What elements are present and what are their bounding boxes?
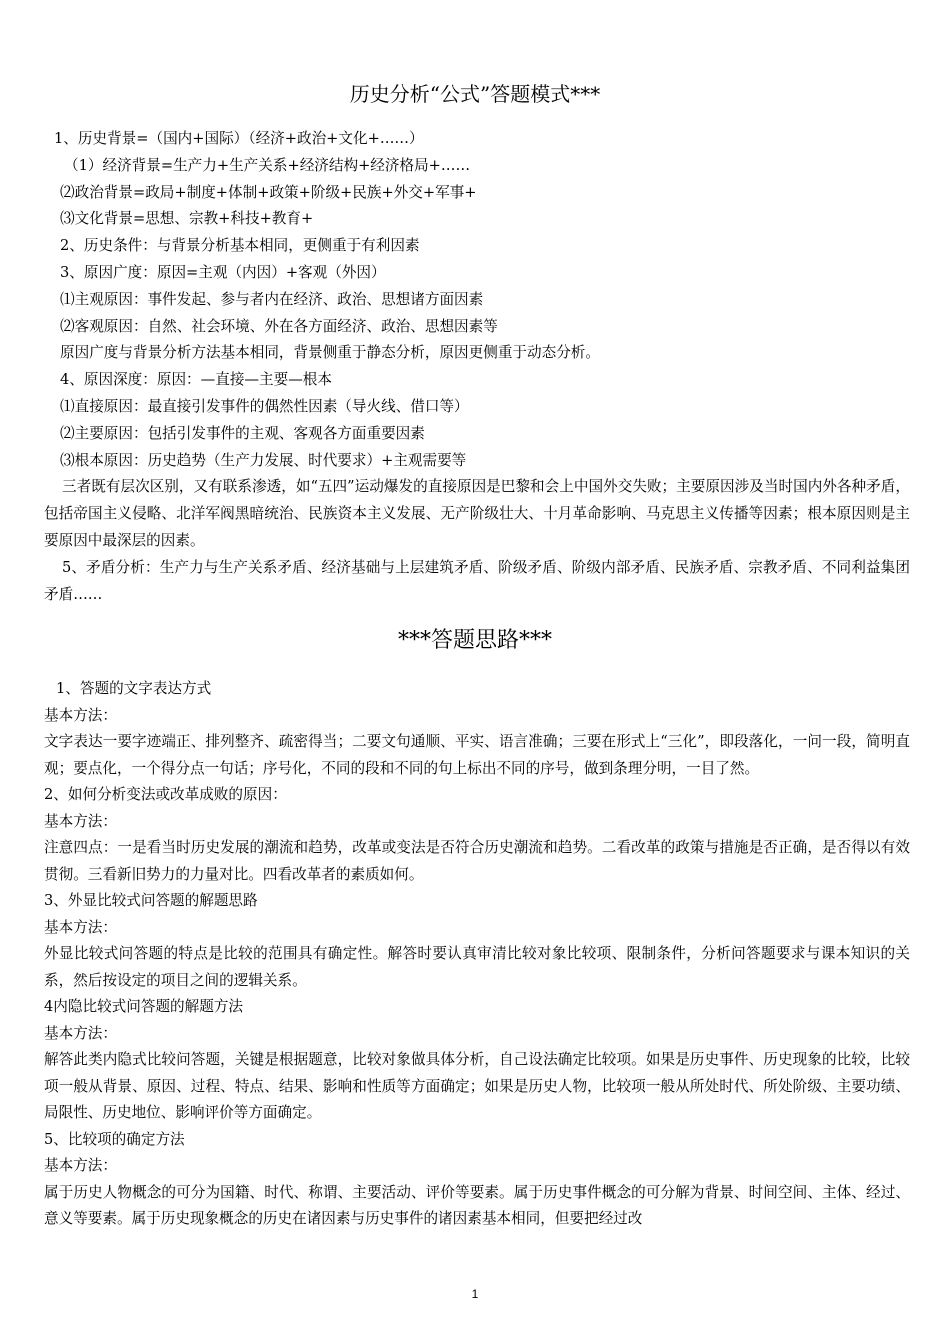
item-body: 解答此类内隐式比较问答题，关键是根据题意，比较对象做具体分析，自己设法确定比较项。如果是历史事件、历史现象的比较，比较项一般从背景、原因、过程、特点、结果、影响和性质等方面确定；如果是历史人物，比较项一般从所处时代、所处阶级、主要功绩、局限性、历史地位、影响评价等方面确定。	[44, 1051, 910, 1121]
item-body: 属于历史人物概念的可分为国籍、时代、称谓、主要活动、评价等要素。属于历史事件概念的可分解为背景、时间空间、主体、经过、意义等要素。属于历史现象概念的历史在诸因素与历史事件的诸因素基本相同，但要把经过改	[44, 1183, 910, 1227]
page-number: 1	[471, 1287, 479, 1301]
paragraph: 三者既有层次区别，又有联系渗透，如“五四”运动爆发的直接原因是巴黎和会上中国外交失败；主要原因涉及当时国内外各种矛盾，包括帝国主义侵略、北洋军阀黑暗统治、民族资本主义发展、无产阶级壮大、十月革命影响、马克思主义传播等因素；根本原因则是主要原因中最深层的因素。	[44, 478, 910, 549]
paragraph: 5、矛盾分析：生产力与生产关系矛盾、经济基础与上层建筑矛盾、阶级矛盾、阶级内部矛盾、民族矛盾、宗教矛盾、不同利益集团矛盾……	[44, 558, 910, 603]
text-line: ⑴直接原因：最直接引发事件的偶然性因素（导火线、借口等）	[60, 397, 469, 415]
section2-title: ***答题思路***	[397, 628, 552, 653]
item-body: 外显比较式问答题的特点是比较的范围具有确定性。解答时要认真审清比较对象比较项、限制条件，分析问答题要求与课本知识的关系，然后按设定的项目之间的逻辑关系。	[44, 945, 910, 989]
item-label: 基本方法：	[44, 1024, 117, 1042]
item-label: 基本方法：	[44, 918, 117, 936]
text-line: 2、历史条件：与背景分析基本相同，更侧重于有利因素	[60, 237, 420, 255]
text-line: ⑴主观原因：事件发起、参与者内在经济、政治、思想诸方面因素	[60, 290, 484, 308]
text-line: ⑵客观原因：自然、社会环境、外在各方面经济、政治、思想因素等	[60, 317, 498, 335]
item-heading: 2、如何分析变法或改革成败的原因：	[44, 786, 287, 803]
item-heading: 5、比较项的确定方法	[44, 1130, 185, 1148]
item-label: 基本方法：	[44, 1157, 117, 1174]
text-line: ⑶文化背景=思想、宗教+科技+教育+	[60, 210, 314, 228]
text-line: 原因广度与背景分析方法基本相同，背景侧重于静态分析，原因更侧重于动态分析。	[60, 344, 600, 362]
section2-body	[44, 676, 910, 1233]
section1-body	[44, 126, 910, 608]
item-heading: 1、答题的文字表达方式	[56, 680, 212, 697]
text-line: 1、历史背景=（国内+国际）（经济+政治+文化+……）	[54, 130, 424, 147]
item-label: 基本方法：	[44, 812, 117, 830]
text-line: ⑵主要原因：包括引发事件的主观、客观各方面重要因素	[60, 424, 425, 442]
item-body: 注意四点：一是看当时历史发展的潮流和趋势，改革或变法是否符合历史潮流和趋势。二看改革的政策与措施是否正确，是否得以有效贯彻。三看新旧势力的力量对比。四看改革者的素质如何。	[44, 839, 910, 883]
text-line: 3、原因广度：原因=主观（内因）+客观（外因）	[60, 263, 386, 281]
item-heading: 3、外显比较式问答题的解题思路	[44, 892, 258, 909]
item-label: 基本方法：	[44, 706, 117, 724]
text-line: ⑵政治背景=政局+制度+体制+政策+阶级+民族+外交+军事+	[60, 183, 477, 201]
text-line: 4、原因深度：原因：—直接—主要—根本	[60, 371, 332, 389]
text-line: ⑶根本原因：历史趋势（生产力发展、时代要求）+主观需要等	[60, 451, 467, 469]
item-body: 文字表达一要字迹端正、排列整齐、疏密得当；二要文句通顺、平实、语言准确；三要在形式上“三化”，即段落化，一问一段，简明直观；要点化，一个得分点一句话；序号化，不同的段和不同的句上标出不同的序号，做到条理分明，一目了然。	[44, 733, 910, 777]
item-heading: 4内隐比较式问答题的解题方法	[44, 998, 244, 1015]
text-line: （1）经济背景=生产力+生产关系+经济结构+经济格局+……	[64, 156, 471, 174]
section1-title: 历史分析“公式”答题模式***	[349, 82, 601, 106]
